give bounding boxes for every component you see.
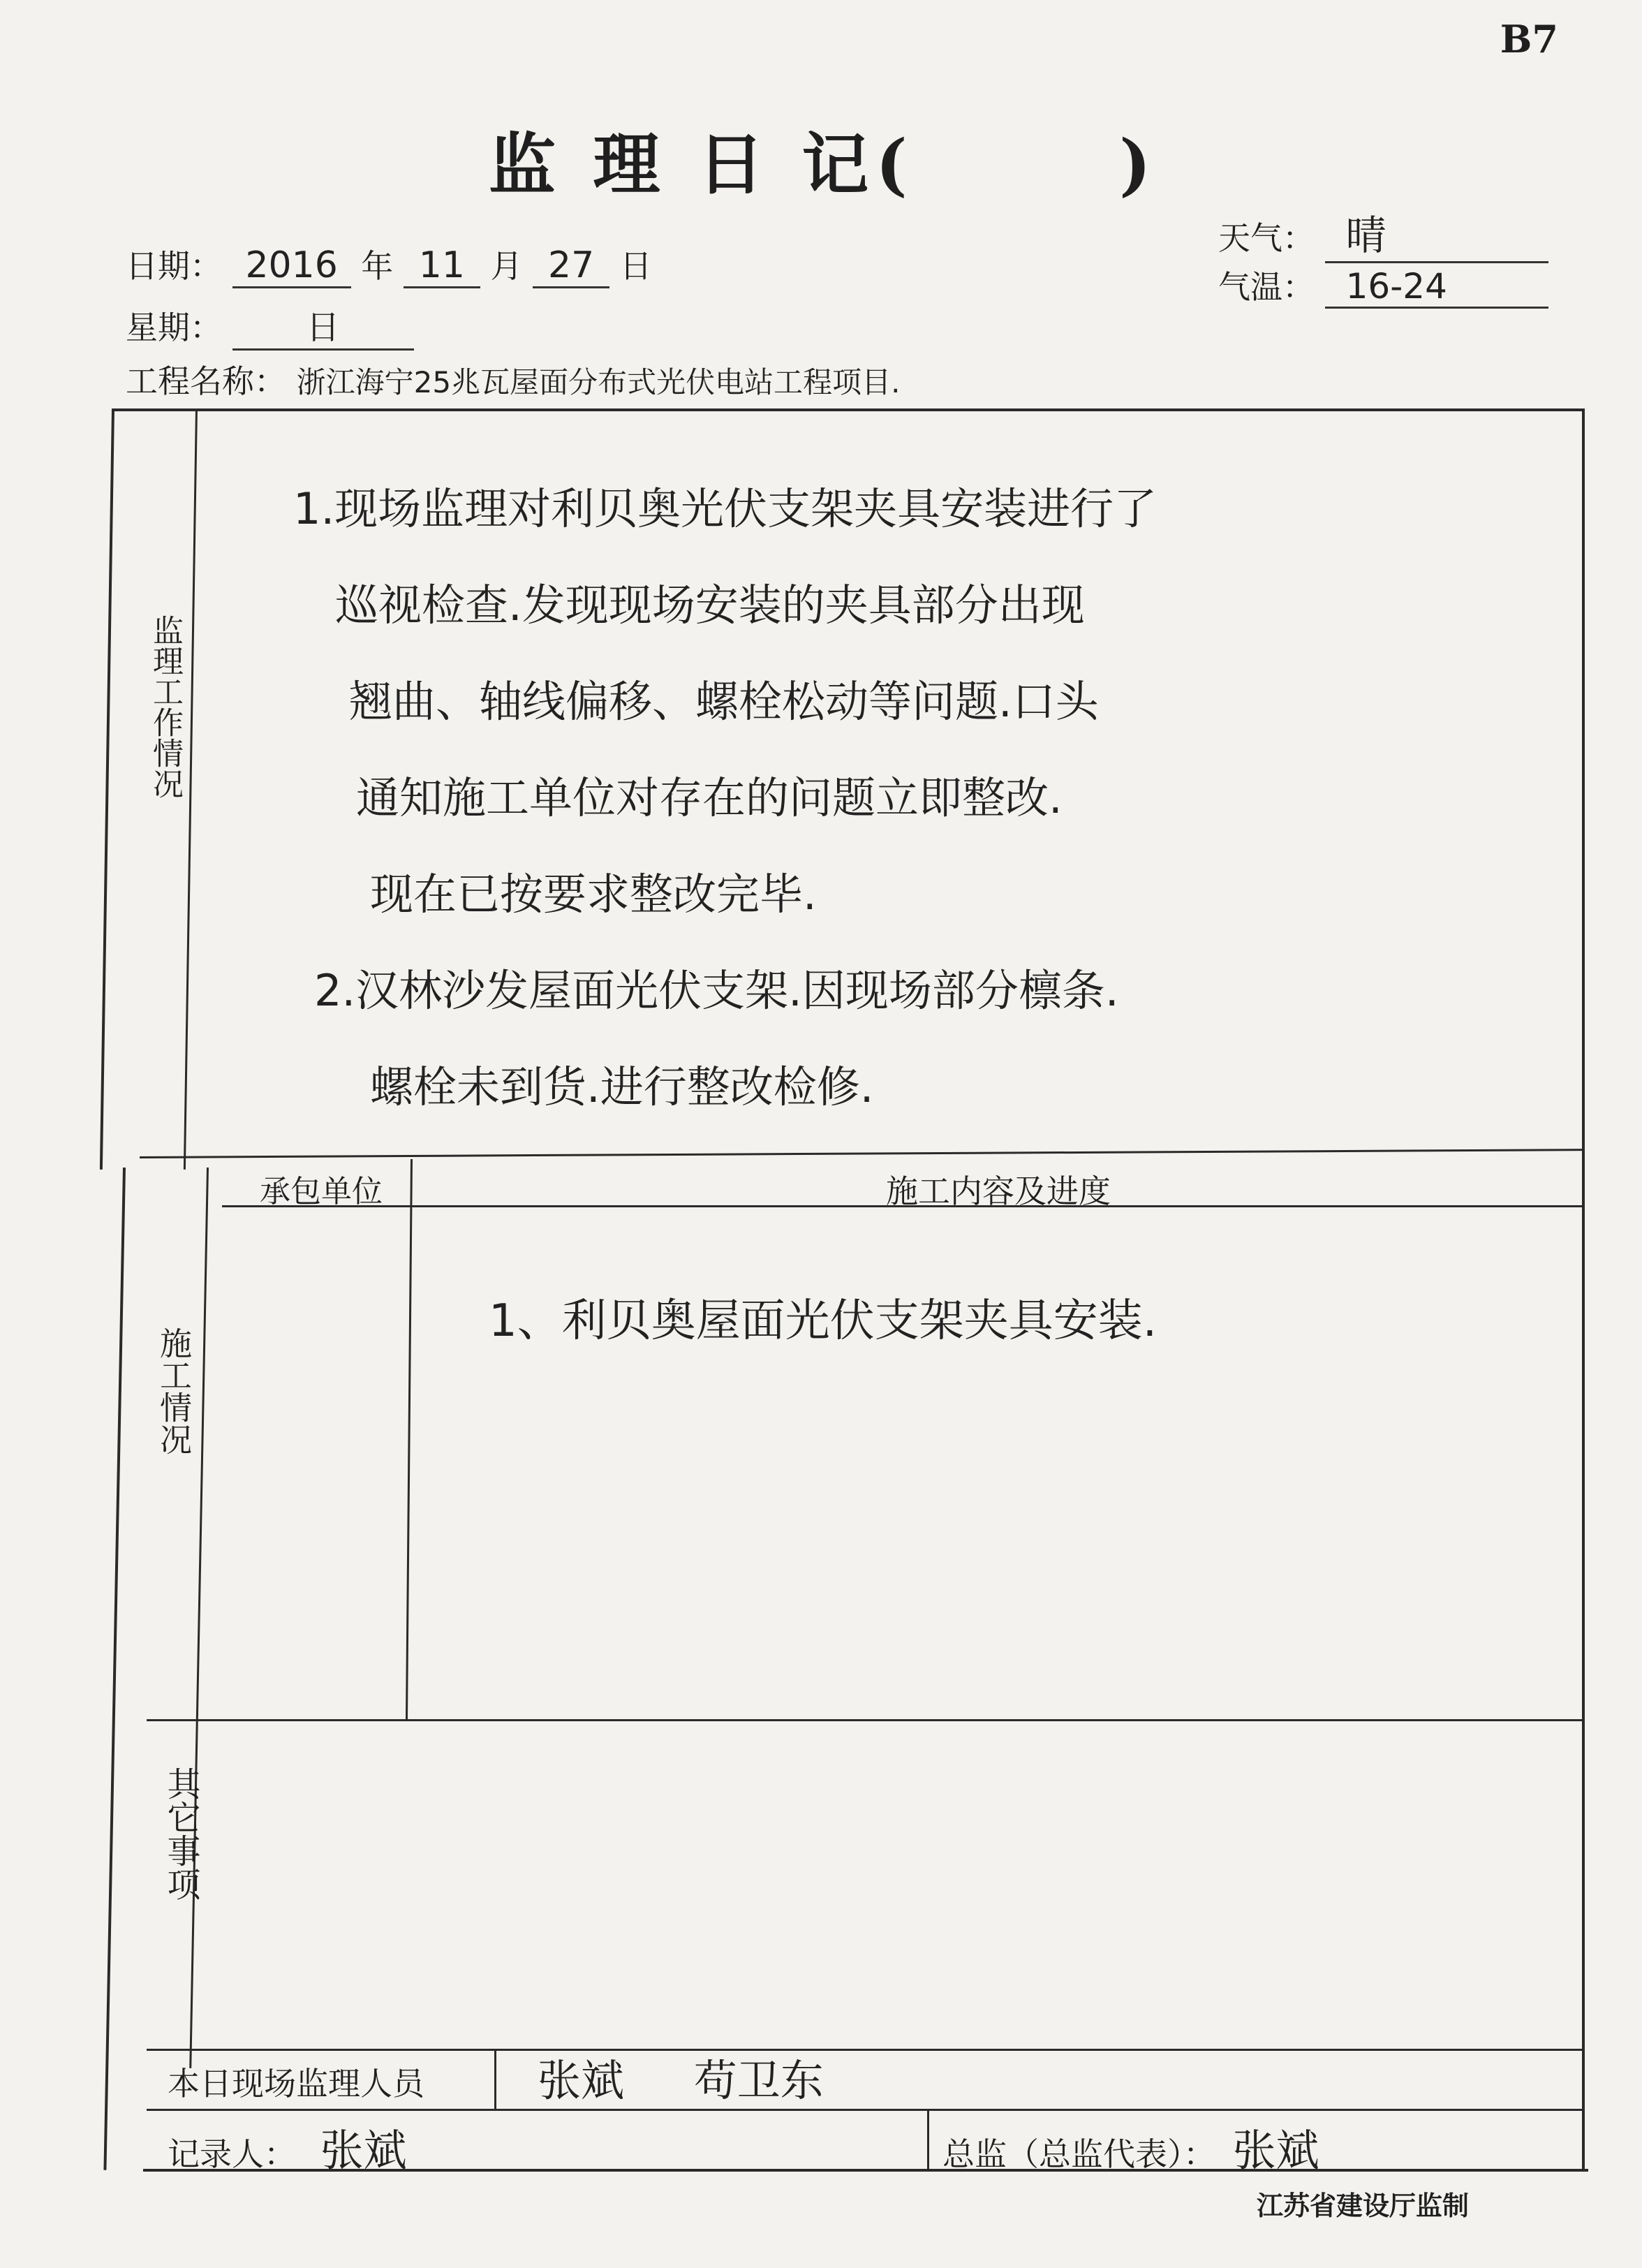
- outer-right-border: [1582, 408, 1585, 2170]
- outer-left-border-lower: [103, 1168, 126, 2170]
- label-column-line-lower: [189, 1168, 209, 2068]
- chief-row: [942, 2116, 1319, 2178]
- recorder-chief-divider: [927, 2109, 929, 2170]
- staff-label: 本日现场监理人员: [168, 2065, 424, 2103]
- staff-label-divider: [494, 2049, 496, 2109]
- form-code: B7: [1500, 17, 1558, 61]
- contractor-column-line: [406, 1159, 413, 1719]
- weather-label: 天气：: [1218, 219, 1315, 257]
- contractor-header: 承包单位: [260, 1174, 383, 1209]
- construction-section-label: 施工情况: [155, 1327, 193, 1455]
- staff-row-bottom: [147, 2109, 1585, 2111]
- temperature-label: 气温：: [1218, 268, 1315, 306]
- recorder-row: [168, 2116, 407, 2178]
- work-content: [293, 461, 1564, 1135]
- staff-name: 苟卫东: [693, 2055, 824, 2106]
- date-month: 11: [404, 244, 480, 288]
- work-line: 翘曲、轴线偏移、螺栓松动等问题.口头: [349, 676, 1099, 727]
- chief-label: 总监（总监代表）：: [942, 2135, 1215, 2173]
- temperature-value: 16-24: [1325, 266, 1548, 309]
- work-line: 现在已按要求整改完毕.: [370, 869, 817, 920]
- project-label: 工程名称：: [126, 362, 286, 400]
- other-section-label: 其它事项: [161, 1767, 200, 1901]
- progress-header: 施工内容及进度: [886, 1172, 1111, 1210]
- title-close: ): [1119, 125, 1158, 204]
- weather-row: [1218, 202, 1548, 263]
- weekday-row: [126, 300, 414, 351]
- temperature-row: [1218, 262, 1548, 309]
- date-label: 日期：: [126, 247, 222, 285]
- weekday-label: 星期：: [126, 309, 222, 346]
- project-row: [126, 356, 900, 402]
- work-section-bottom: [140, 1149, 1585, 1158]
- chief-name: 张斌: [1232, 2125, 1319, 2176]
- recorder-name: 张斌: [320, 2125, 407, 2176]
- outer-top-border: [112, 408, 1585, 411]
- work-line: 通知施工单位对存在的问题立即整改.: [356, 772, 1063, 823]
- weekday-value: 日: [232, 300, 414, 351]
- other-section-bottom: [147, 2049, 1585, 2051]
- date-day: 27: [533, 244, 609, 288]
- month-char: 月: [490, 247, 523, 285]
- staff-name: 张斌: [538, 2055, 625, 2106]
- date-year: 2016: [232, 244, 351, 288]
- work-line: 螺栓未到货.进行整改检修.: [370, 1061, 874, 1112]
- construction-content: [489, 1285, 1157, 1349]
- project-name: 浙江海宁25兆瓦屋面分布式光伏电站工程项目.: [296, 365, 901, 399]
- document-title: [489, 112, 1158, 207]
- staff-names: [538, 2046, 824, 2108]
- footer-issuer: 江苏省建设厅监制: [1257, 2190, 1470, 2221]
- work-section-label: 监理工作情况: [147, 614, 183, 799]
- work-line: 2.汉林沙发屋面光伏支架.因现场部分檩条.: [314, 965, 1119, 1016]
- date-row: [126, 241, 652, 288]
- day-char: 日: [619, 247, 652, 285]
- outer-left-border: [100, 408, 114, 1170]
- weather-value: 晴: [1325, 202, 1548, 263]
- work-line: 1.现场监理对利贝奥光伏支架夹具安装进行了: [293, 483, 1157, 534]
- work-line: 巡视检查.发现现场安装的夹具部分出现: [335, 580, 1085, 631]
- year-char: 年: [361, 247, 394, 285]
- construction-line: 1、利贝奥屋面光伏支架夹具安装.: [489, 1295, 1157, 1347]
- recorder-label: 记录人：: [168, 2135, 296, 2173]
- title-text: 监 理 日 记(: [489, 125, 915, 204]
- construction-section-bottom: [147, 1719, 1585, 1721]
